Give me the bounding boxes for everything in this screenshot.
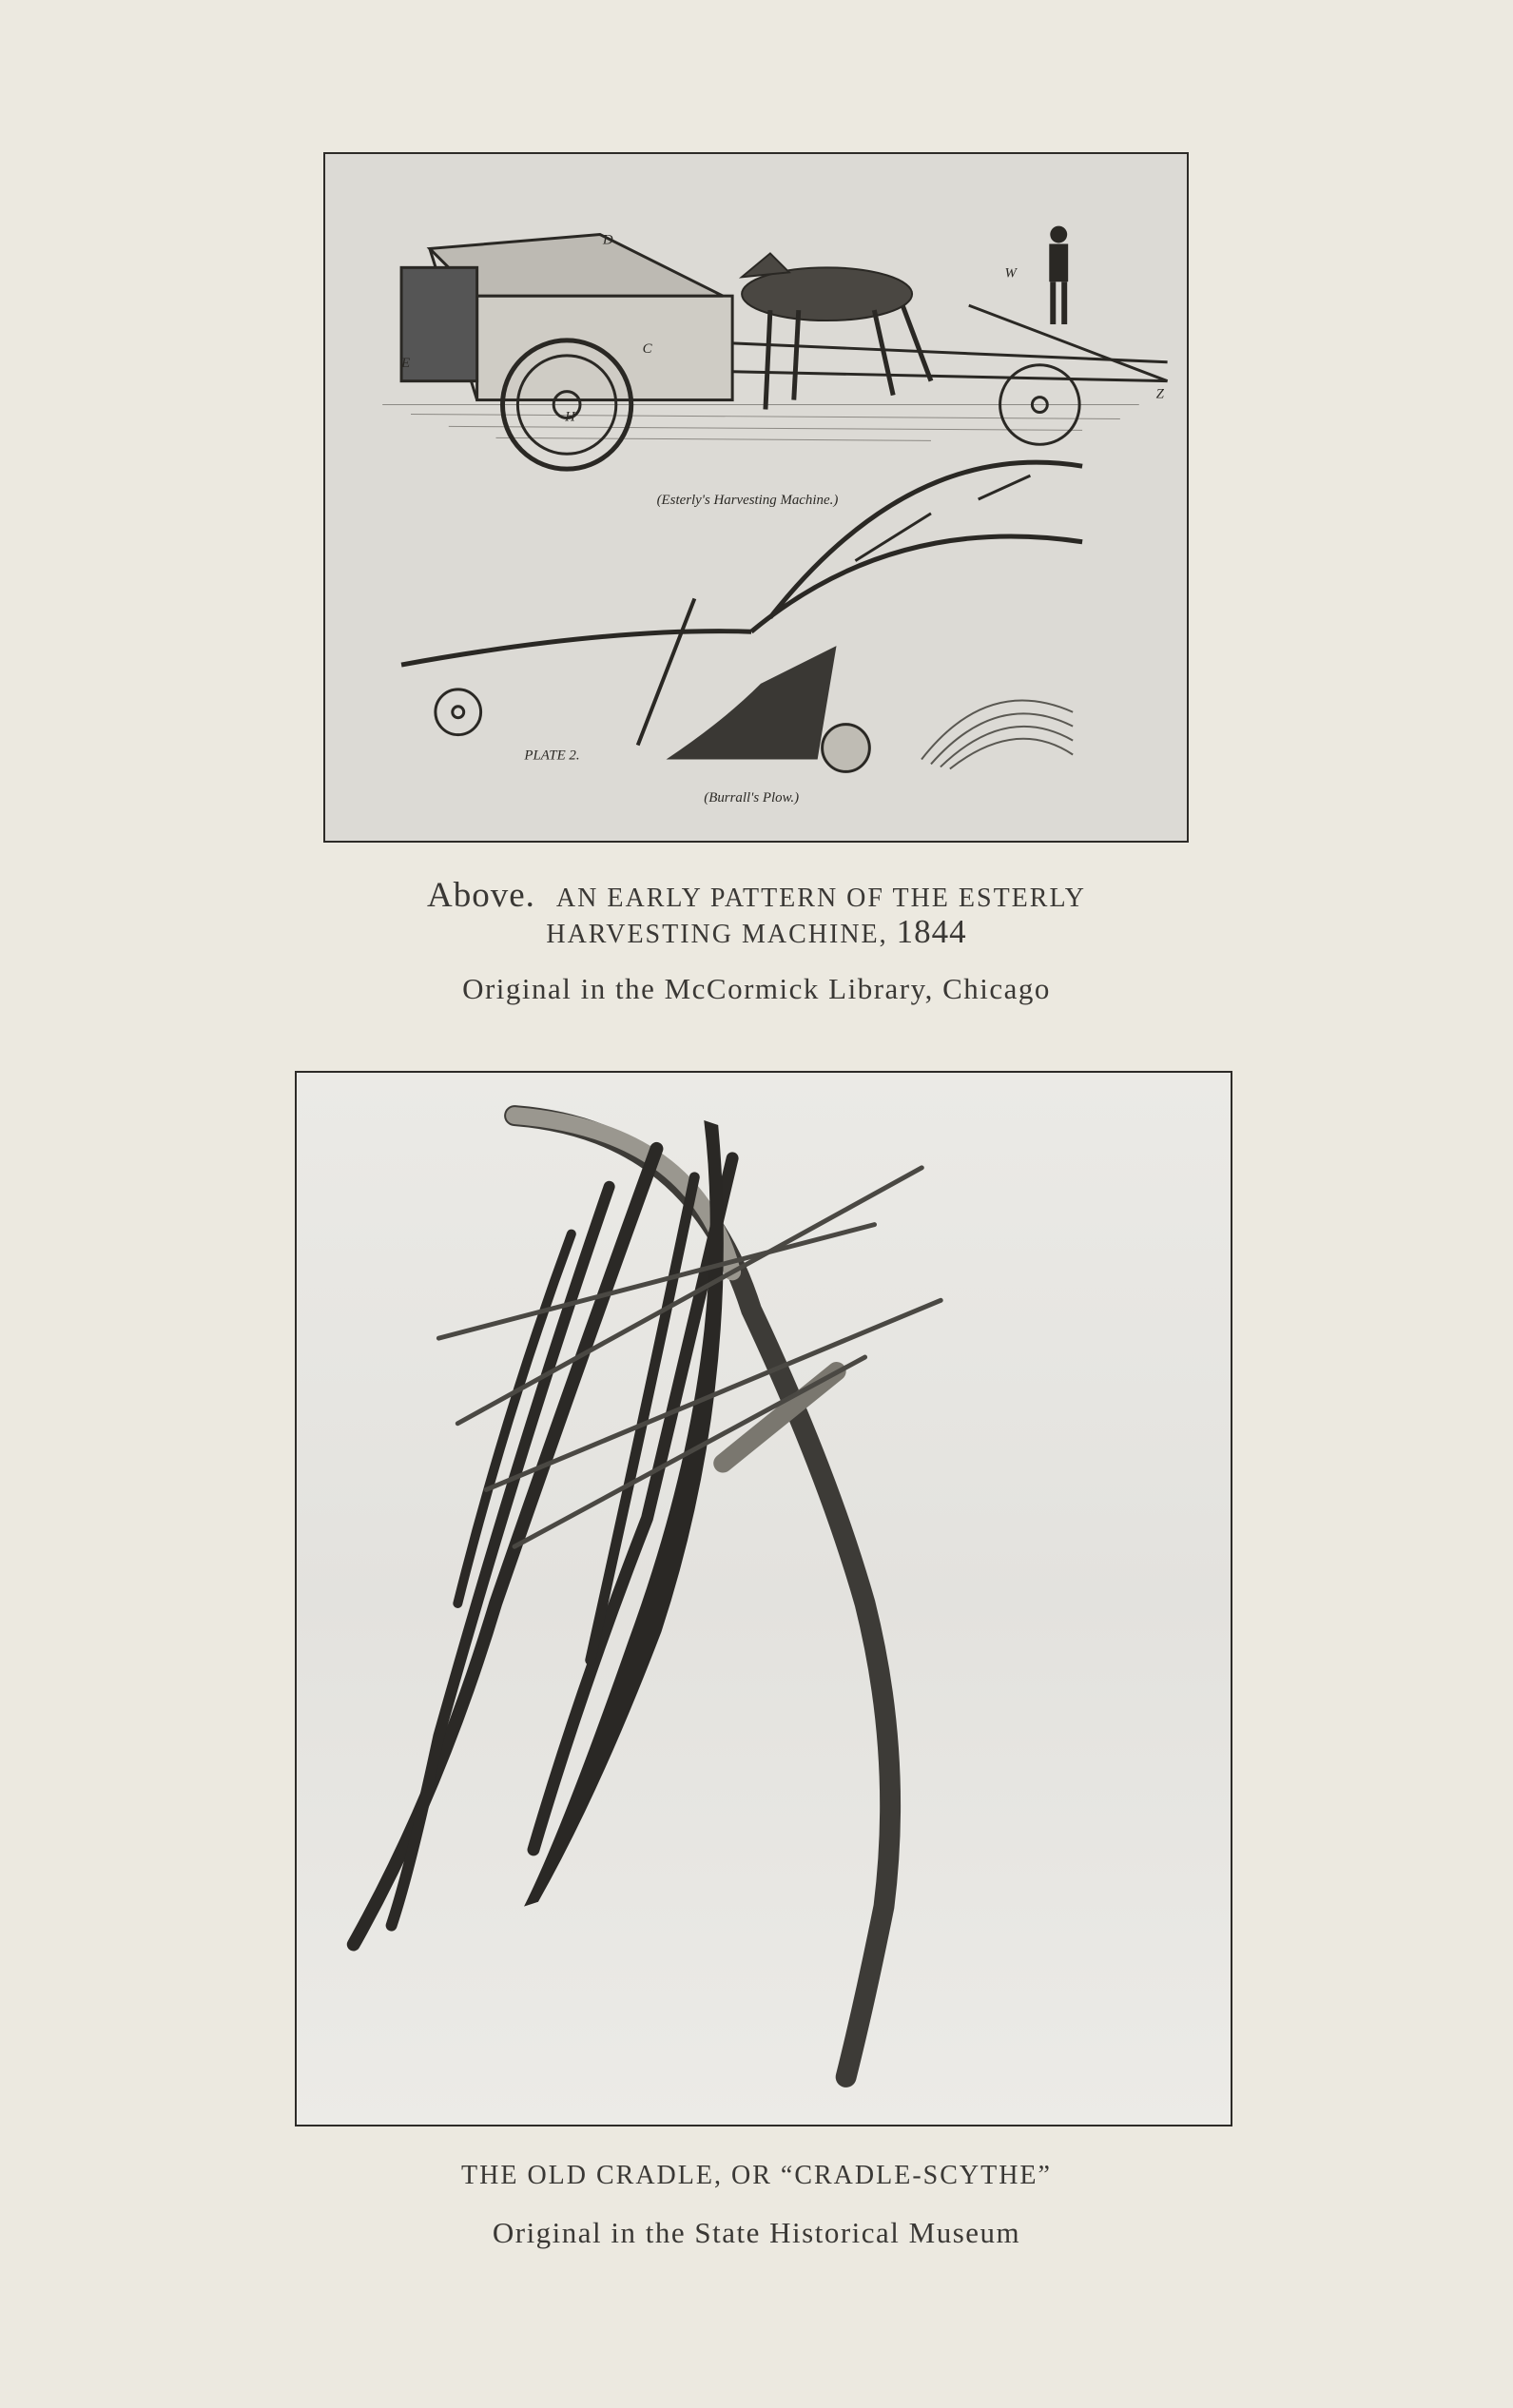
engraving-plate (323, 152, 1189, 843)
cradle-scythe-photograph (297, 1073, 1231, 2125)
engraving-caption-plow: (Burrall's Plow.) (704, 790, 800, 806)
caption-top-title-line1: AN EARLY PATTERN OF THE ESTERLY (555, 884, 1086, 913)
caption-top-line2 (0, 913, 1513, 951)
caption-top-source: Original in the McCormick Library, Chicago (462, 972, 1051, 1005)
caption-bottom-title (0, 2161, 1513, 2191)
photograph-plate (295, 1071, 1232, 2126)
caption-top-year: 1844 (896, 913, 967, 950)
engraving-letter-d: D (602, 232, 613, 248)
engraving-letter-z: Z (1155, 386, 1164, 402)
harvester-and-plow-engraving (325, 154, 1187, 841)
engraving-caption-machine: (Esterly's Harvesting Machine.) (656, 492, 839, 508)
engraving-letter-c: C (642, 340, 652, 357)
engraving-letter-e: E (401, 355, 411, 371)
caption-bottom-title-text: THE OLD CRADLE, OR “CRADLE-SCYTHE” (461, 2161, 1052, 2190)
caption-lead: Above. (427, 876, 535, 915)
caption-top-title-line2: HARVESTING MACHINE, (546, 920, 888, 949)
engraving-letter-h: H (565, 409, 575, 425)
caption-top-line1 (0, 875, 1513, 916)
caption-bottom-source: Original in the State Historical Museum (492, 2216, 1021, 2249)
engraving-plate-number: PLATE 2. (524, 748, 580, 764)
engraving-letter-w: W (1004, 265, 1017, 282)
